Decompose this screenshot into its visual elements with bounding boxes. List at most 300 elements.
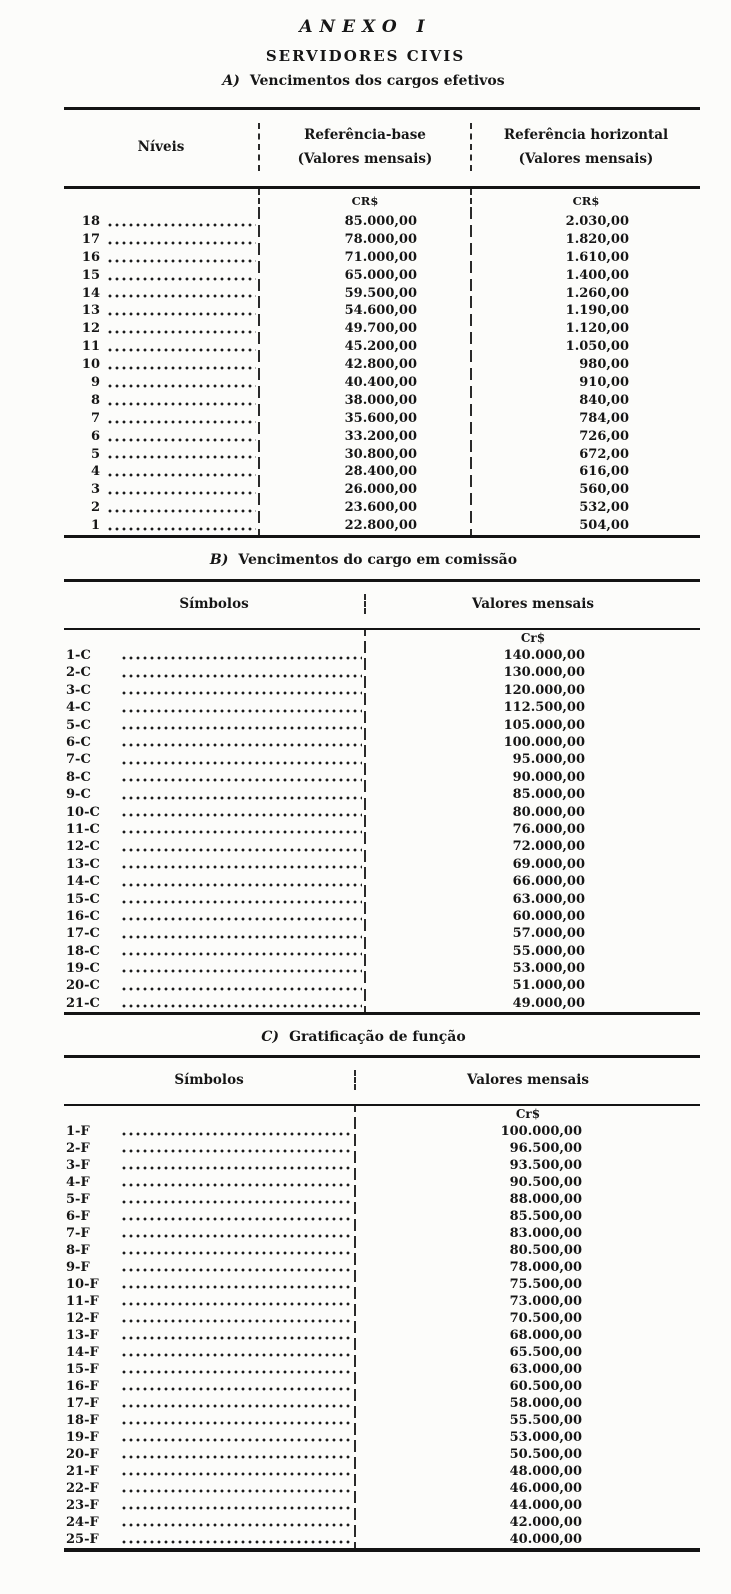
dot-leader [108,438,256,442]
table-row [64,356,700,374]
table-row [64,1140,700,1157]
cell-valor-mensal: 51.000,00 [512,978,585,994]
cell-valor-mensal: 105.000,00 [503,717,585,733]
cell-valor-mensal: 85.000,00 [512,787,585,803]
row-label-simbolo: 1-C [66,648,91,664]
dot-leader [122,1387,352,1391]
table-row [64,410,700,428]
dot-leader [122,761,362,765]
section-b-title: Vencimentos do cargo em comissão [238,552,518,569]
cell-valor-mensal: 88.000,00 [509,1192,582,1208]
cell-referencia-horizontal: 1.120,00 [565,321,629,337]
dot-leader [122,691,362,695]
row-label-simbolo: 7-C [66,752,91,768]
table-row [64,682,700,699]
dot-leader [122,1149,352,1153]
dot-leader [122,743,362,747]
row-label-nivel: 3 [90,482,100,498]
cell-referencia-horizontal: 504,00 [579,518,629,534]
cell-referencia-base: 78.000,00 [344,231,417,247]
cell-referencia-horizontal: 1.050,00 [565,339,629,355]
column-header-referencia-horizontal: Referência horizontal (Valores mensais) [470,123,700,171]
table-row [64,1344,700,1361]
section-c-title: Gratificação de função [289,1029,466,1046]
row-label-simbolo: 17-F [66,1396,99,1412]
table-row [64,786,700,803]
table-a-header-row [64,110,700,186]
dot-leader [122,900,362,904]
table-row [64,231,700,249]
row-label-simbolo: 1-F [66,1124,90,1140]
row-label-simbolo: 18-C [66,943,100,959]
table-row [64,1497,700,1514]
table-row [64,374,700,392]
section-a-heading [0,71,731,91]
currency-label: Cr$ [520,631,546,646]
dot-leader [122,813,362,817]
page-subtitle: SERVIDORES CIVIS [265,47,466,65]
table-row [64,891,700,908]
dot-leader [122,1353,352,1357]
cell-referencia-base: 35.600,00 [344,410,417,426]
dot-leader [108,241,256,245]
table-row [64,1157,700,1174]
cell-referencia-base: 30.800,00 [344,446,417,462]
dot-leader [122,1302,352,1306]
row-label-simbolo: 22-F [66,1481,99,1497]
row-label-simbolo: 24-F [66,1515,99,1531]
dot-leader [122,830,362,834]
dot-leader [108,473,256,477]
page-title: ANEXO I [299,17,432,37]
table-row [64,1310,700,1327]
cell-valor-mensal: 72.000,00 [512,839,585,855]
table-row [64,267,700,285]
table-row [64,838,700,855]
cell-referencia-base: 38.000,00 [344,392,417,408]
table-row [64,249,700,267]
row-label-simbolo: 2-F [66,1141,90,1157]
dot-leader [122,935,362,939]
column-header-valores-mensais: Valores mensais [354,1070,700,1090]
dot-leader [122,709,362,713]
cell-valor-mensal: 53.000,00 [512,961,585,977]
dot-leader [122,1285,352,1289]
table-row [64,734,700,751]
dot-leader [108,277,256,281]
table-row [64,1242,700,1259]
row-label-simbolo: 10-F [66,1277,99,1293]
cell-referencia-horizontal: 1.820,00 [565,231,629,247]
dot-leader [122,1183,352,1187]
cell-referencia-base: 22.800,00 [344,518,417,534]
row-label-nivel: 12 [81,321,100,337]
dot-leader [108,259,256,263]
dot-leader [122,969,362,973]
table-row [64,1225,700,1242]
table-row [64,804,700,821]
table-row [64,1463,700,1480]
table-row [64,320,700,338]
dot-leader [122,1234,352,1238]
column-header-simbolos: Símbolos [174,1072,244,1089]
table-row [64,1480,700,1497]
table-row [64,769,700,786]
dot-leader [108,384,256,388]
dot-leader [122,1472,352,1476]
table-row [64,481,700,499]
cell-referencia-base: 65.000,00 [344,267,417,283]
cell-valor-mensal: 44.000,00 [509,1498,582,1514]
table-row [64,1174,700,1191]
row-label-nivel: 18 [81,214,100,229]
cell-valor-mensal: 65.500,00 [509,1345,582,1361]
table-row [64,647,700,664]
dot-leader [122,1540,352,1544]
table-row [64,517,700,535]
dot-leader [122,1217,352,1221]
table-row [64,717,700,734]
dot-leader [122,987,362,991]
table-c-gratificacao-funcao [64,1055,700,1552]
row-label-simbolo: 21-F [66,1464,99,1480]
cell-valor-mensal: 49.000,00 [512,995,585,1011]
table-row [64,699,700,716]
table-row [64,1429,700,1446]
table-a-currency-row [64,189,700,213]
cell-valor-mensal: 100.000,00 [500,1124,582,1140]
row-label-simbolo: 15-F [66,1362,99,1378]
cell-valor-mensal: 130.000,00 [503,665,585,681]
row-label-simbolo: 14-F [66,1345,99,1361]
dot-leader [122,1251,352,1255]
table-row [64,392,700,410]
cell-valor-mensal: 60.000,00 [512,908,585,924]
row-label-nivel: 4 [90,464,100,480]
cell-referencia-horizontal: 2.030,00 [565,214,629,229]
cell-referencia-horizontal: 980,00 [579,357,629,373]
table-row [64,1208,700,1225]
horizontal-rule [64,1548,700,1552]
table-c-header-row [64,1058,700,1104]
row-label-simbolo: 13-F [66,1328,99,1344]
cell-valor-mensal: 63.000,00 [512,891,585,907]
currency-label-horizontal: CR$ [572,194,600,208]
row-label-simbolo: 8-C [66,769,91,785]
table-c-body [64,1123,700,1548]
row-label-nivel: 1 [90,518,100,534]
cell-referencia-base: 54.600,00 [344,303,417,319]
table-row [64,1361,700,1378]
cell-valor-mensal: 80.000,00 [512,804,585,820]
cell-referencia-horizontal: 1.400,00 [565,267,629,283]
cell-valor-mensal: 40.000,00 [509,1532,582,1548]
cell-valor-mensal: 96.500,00 [509,1141,582,1157]
cell-referencia-base: 28.400,00 [344,464,417,480]
table-row [64,1191,700,1208]
row-label-simbolo: 17-C [66,926,100,942]
cell-referencia-base: 42.800,00 [344,357,417,373]
table-row [64,943,700,960]
row-label-simbolo: 6-F [66,1209,90,1225]
section-b-heading [0,550,731,570]
cell-referencia-base: 33.200,00 [344,428,417,444]
row-label-simbolo: 5-C [66,717,91,733]
dot-leader [122,1319,352,1323]
row-label-simbolo: 25-F [66,1532,99,1548]
cell-valor-mensal: 58.000,00 [509,1396,582,1412]
cell-referencia-base: 71.000,00 [344,249,417,265]
dot-leader [122,848,362,852]
cell-referencia-horizontal: 1.610,00 [565,249,629,265]
row-label-nivel: 10 [81,357,100,373]
cell-valor-mensal: 55.000,00 [512,943,585,959]
row-label-nivel: 11 [81,339,100,355]
row-label-nivel: 13 [81,303,100,319]
table-row [64,446,700,464]
table-row [64,751,700,768]
table-row [64,1293,700,1310]
table-row [64,1123,700,1140]
dot-leader [122,1132,352,1136]
cell-valor-mensal: 140.000,00 [503,648,585,664]
row-label-simbolo: 23-F [66,1498,99,1514]
dot-leader [122,952,362,956]
dot-leader [108,402,256,406]
table-row [64,428,700,446]
dot-leader [108,223,256,227]
row-label-simbolo: 14-C [66,874,100,890]
dot-leader [122,796,362,800]
cell-referencia-horizontal: 726,00 [579,428,629,444]
row-label-nivel: 15 [81,267,100,283]
cell-valor-mensal: 73.000,00 [509,1294,582,1310]
row-label-nivel: 2 [90,500,100,516]
table-row [64,873,700,890]
dot-leader [122,1404,352,1408]
row-label-simbolo: 19-C [66,961,100,977]
cell-valor-mensal: 63.000,00 [509,1362,582,1378]
cell-referencia-base: 49.700,00 [344,321,417,337]
row-label-simbolo: 20-F [66,1447,99,1463]
row-label-simbolo: 12-C [66,839,100,855]
cell-referencia-base: 40.400,00 [344,375,417,391]
dot-leader [108,330,256,334]
table-row [64,908,700,925]
cell-referencia-horizontal: 532,00 [579,500,629,516]
cell-valor-mensal: 93.500,00 [509,1158,582,1174]
cell-valor-mensal: 69.000,00 [512,856,585,872]
table-row [64,664,700,681]
table-row [64,856,700,873]
horizontal-rule [64,535,700,538]
cell-valor-mensal: 112.500,00 [503,700,585,716]
dot-leader [108,491,256,495]
dot-leader [122,1200,352,1204]
table-a-body [64,213,700,535]
dot-leader [108,294,256,298]
currency-label-base: CR$ [351,194,379,208]
row-label-nivel: 8 [90,392,100,408]
row-label-simbolo: 4-C [66,700,91,716]
dot-leader [122,1438,352,1442]
cell-valor-mensal: 57.000,00 [512,926,585,942]
table-row [64,302,700,320]
dot-leader [122,865,362,869]
dot-leader [108,348,256,352]
row-label-simbolo: 11-F [66,1294,99,1310]
table-row [64,499,700,517]
cell-valor-mensal: 90.000,00 [512,769,585,785]
table-row [64,213,700,231]
row-label-simbolo: 12-F [66,1311,99,1327]
row-label-simbolo: 19-F [66,1430,99,1446]
column-header-referencia-base: Referência-base (Valores mensais) [258,123,470,171]
cell-valor-mensal: 85.500,00 [509,1209,582,1225]
dot-leader [122,1506,352,1510]
cell-valor-mensal: 53.000,00 [509,1430,582,1446]
row-label-simbolo: 2-C [66,665,91,681]
dot-leader [122,917,362,921]
row-label-simbolo: 16-C [66,908,100,924]
dot-leader [108,420,256,424]
table-row [64,285,700,303]
table-b-header-row [64,582,700,628]
cell-referencia-base: 45.200,00 [344,339,417,355]
cell-valor-mensal: 83.000,00 [509,1226,582,1242]
row-label-nivel: 6 [90,428,100,444]
table-b-body [64,647,700,1012]
row-label-simbolo: 7-F [66,1226,90,1242]
row-label-simbolo: 9-F [66,1260,90,1276]
cell-referencia-horizontal: 616,00 [579,464,629,480]
cell-valor-mensal: 46.000,00 [509,1481,582,1497]
table-a-vencimentos-efetivos [64,107,700,538]
row-label-simbolo: 6-C [66,734,91,750]
table-row [64,925,700,942]
cell-referencia-base: 59.500,00 [344,285,417,301]
cell-valor-mensal: 48.000,00 [509,1464,582,1480]
cell-referencia-base: 85.000,00 [344,214,417,229]
cell-referencia-horizontal: 840,00 [579,392,629,408]
table-row [64,821,700,838]
row-label-simbolo: 3-F [66,1158,90,1174]
row-label-nivel: 16 [81,249,100,265]
cell-valor-mensal: 50.500,00 [509,1447,582,1463]
cell-valor-mensal: 100.000,00 [503,734,585,750]
table-row [64,338,700,356]
cell-valor-mensal: 80.500,00 [509,1243,582,1259]
dot-leader [122,726,362,730]
table-row [64,977,700,994]
row-label-simbolo: 13-C [66,856,100,872]
row-label-simbolo: 10-C [66,804,100,820]
table-row [64,1276,700,1293]
cell-referencia-base: 26.000,00 [344,482,417,498]
table-row [64,1446,700,1463]
section-b-letter: B) [209,552,229,569]
table-row [64,1327,700,1344]
cell-valor-mensal: 60.500,00 [509,1379,582,1395]
table-row [64,1514,700,1531]
row-label-simbolo: 21-C [66,995,100,1011]
row-label-simbolo: 3-C [66,682,91,698]
table-row [64,463,700,481]
dot-leader [122,1455,352,1459]
row-label-simbolo: 9-C [66,787,91,803]
row-label-simbolo: 4-F [66,1175,90,1191]
row-label-simbolo: 18-F [66,1413,99,1429]
cell-valor-mensal: 95.000,00 [512,752,585,768]
dot-leader [122,1370,352,1374]
table-c-currency-row [64,1106,700,1123]
cell-referencia-horizontal: 784,00 [579,410,629,426]
dot-leader [122,778,362,782]
table-row [64,1531,700,1548]
cell-valor-mensal: 75.500,00 [509,1277,582,1293]
row-label-nivel: 14 [81,285,100,301]
dot-leader [122,883,362,887]
horizontal-rule [64,1012,700,1015]
dot-leader [108,366,256,370]
section-a-title: Vencimentos dos cargos efetivos [249,73,505,89]
table-row [64,1378,700,1395]
cell-valor-mensal: 120.000,00 [503,682,585,698]
cell-referencia-horizontal: 560,00 [579,482,629,498]
currency-label: Cr$ [515,1107,541,1122]
dot-leader [122,1004,362,1008]
section-a-letter: A) [222,73,240,89]
cell-referencia-horizontal: 672,00 [579,446,629,462]
dot-leader [122,1166,352,1170]
cell-valor-mensal: 66.000,00 [512,874,585,890]
row-label-simbolo: 16-F [66,1379,99,1395]
cell-referencia-horizontal: 910,00 [579,375,629,391]
section-c-letter: C) [261,1029,280,1046]
column-header-niveis: Níveis [137,139,185,155]
row-label-nivel: 5 [90,446,100,462]
section-c-heading [0,1027,731,1047]
table-row [64,1259,700,1276]
dot-leader [122,1336,352,1340]
table-b-cargo-comissao [64,579,700,1015]
dot-leader [122,674,362,678]
cell-referencia-base: 23.600,00 [344,500,417,516]
row-label-simbolo: 8-F [66,1243,90,1259]
cell-valor-mensal: 78.000,00 [509,1260,582,1276]
dot-leader [122,1523,352,1527]
dot-leader [108,527,256,531]
table-row [64,960,700,977]
column-header-simbolos: Símbolos [179,596,249,613]
row-label-simbolo: 15-C [66,891,100,907]
dot-leader [108,509,256,513]
cell-valor-mensal: 76.000,00 [512,821,585,837]
dot-leader [108,455,256,459]
row-label-nivel: 17 [81,231,100,247]
cell-referencia-horizontal: 1.260,00 [565,285,629,301]
dot-leader [108,312,256,316]
row-label-nivel: 7 [90,410,100,426]
cell-valor-mensal: 90.500,00 [509,1175,582,1191]
cell-valor-mensal: 68.000,00 [509,1328,582,1344]
cell-referencia-horizontal: 1.190,00 [565,303,629,319]
dot-leader [122,1489,352,1493]
row-label-simbolo: 20-C [66,978,100,994]
dot-leader [122,1268,352,1272]
cell-valor-mensal: 70.500,00 [509,1311,582,1327]
dot-leader [122,656,362,660]
